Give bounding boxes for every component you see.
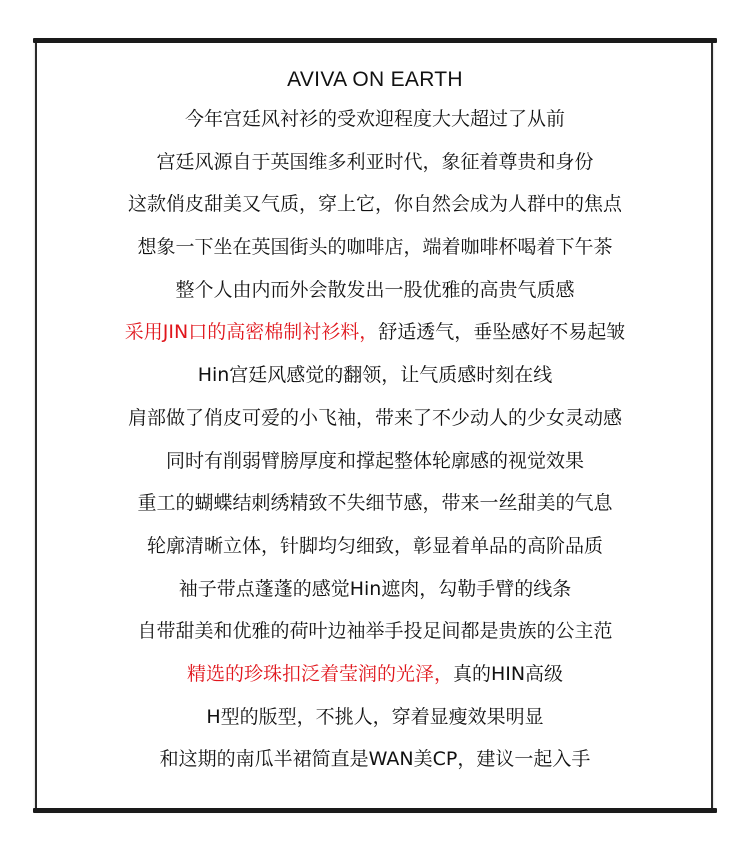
text-line-7: Hin宫廷风感觉的翻领，让气质感时刻在线 [197, 364, 553, 387]
text-line-4: 想象一下坐在英国街头的咖啡店，端着咖啡杯喝着下午茶 [137, 236, 613, 259]
text-line-13: 自带甜美和优雅的荷叶边袖举手投足间都是贵族的公主范 [137, 620, 613, 643]
text-line-14: 精选的珍珠扣泛着莹润的光泽，真的HIN高级 [186, 662, 564, 685]
text-line-16: 和这期的南瓜半裙简直是WAN美CP，建议一起入手 [159, 748, 591, 771]
text-line-2: 宫廷风源自于英国维多利亚时代，象征着尊贵和身份 [156, 150, 594, 173]
bottom-border-bar [33, 808, 717, 813]
text-line-5: 整个人由内而外会散发出一股优雅的高贵气质感 [175, 278, 575, 301]
text-line-6: 采用JIN口的高密棉制衬衫料，舒适透气，垂坠感好不易起皱 [124, 321, 626, 344]
text-line-12: 袖子带点蓬蓬的感觉Hin遮肉，勾勒手臂的线条 [178, 577, 572, 600]
description-panel [35, 62, 715, 781]
text-line-15: H型的版型，不挑人，穿着显瘦效果明显 [206, 705, 544, 728]
highlight-text: 精选的珍珠扣泛着莹润的光泽， [186, 662, 453, 685]
top-border-bar [33, 38, 717, 43]
brand-title: AVIVA ON EARTH [287, 68, 463, 91]
text-line-10: 重工的蝴蝶结刺绣精致不失细节感，带来一丝甜美的气息 [137, 492, 613, 515]
text-line-3: 这款俏皮甜美又气质，穿上它，你自然会成为人群中的焦点 [127, 193, 622, 216]
text-line-8: 肩部做了俏皮可爱的小飞袖，带来了不少动人的少女灵动感 [127, 406, 622, 429]
text-line-1: 今年宫廷风衬衫的受欢迎程度大大超过了从前 [184, 108, 565, 130]
text-line-11: 轮廓清晰立体，针脚均匀细致，彰显着单品的高阶品质 [146, 534, 603, 557]
text-line-9: 同时有削弱臂膀厚度和撑起整体轮廓感的视觉效果 [165, 449, 584, 472]
highlight-text: 采用JIN口的高密棉制衬衫料， [124, 321, 379, 344]
